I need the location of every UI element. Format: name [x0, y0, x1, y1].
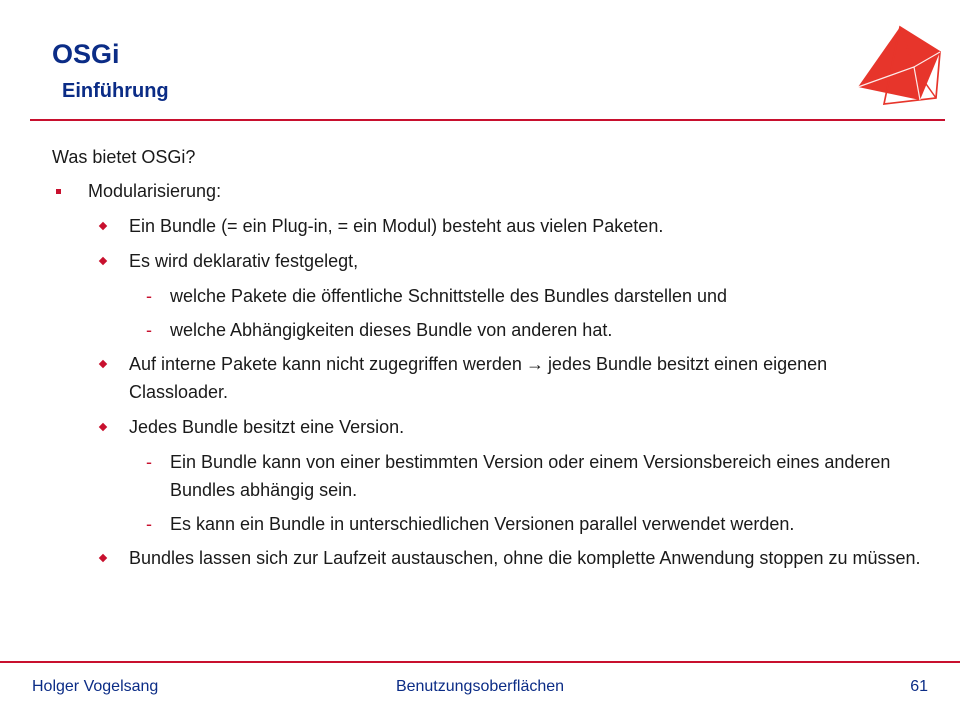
list-item-level2: Auf interne Pakete kann nicht zugegriffen werden → jedes Bundle besitzt einen eigenen Classloader.: [52, 350, 922, 406]
dash-bullet-icon: -: [146, 452, 152, 472]
list-item-level1: Modularisierung:: [52, 177, 922, 205]
slide-title: OSGi: [52, 39, 120, 69]
slide-body: [52, 143, 922, 579]
list-item-level2: Es wird deklarativ festgelegt,: [52, 247, 922, 275]
list-item-level3: - welche Pakete die öffentliche Schnittstelle des Bundles darstellen und: [52, 282, 922, 310]
slide-subtitle: Einführung: [62, 80, 169, 102]
diamond-bullet-icon: [99, 222, 107, 230]
footer-page-number: 61: [910, 678, 928, 695]
logo-icon: [852, 22, 944, 114]
list-item-level3: - Es kann ein Bundle in unterschiedlichen Versionen parallel verwendet werden.: [52, 510, 922, 538]
footer-course: Benutzungsoberflächen: [395, 678, 565, 695]
dash-bullet-icon: -: [146, 514, 152, 534]
diamond-bullet-icon: [99, 360, 107, 368]
intro-text: Was bietet OSGi?: [52, 147, 196, 167]
diamond-bullet-icon: [99, 423, 107, 431]
list-item-level2: Bundles lassen sich zur Laufzeit austauschen, ohne die komplette Anwendung stoppen zu müssen.: [52, 544, 922, 572]
square-bullet-icon: [56, 189, 61, 194]
arrow-right-icon: →: [525, 354, 544, 374]
diamond-bullet-icon: [99, 257, 107, 265]
dash-bullet-icon: -: [146, 320, 152, 340]
list-item-level2: Jedes Bundle besitzt eine Version.: [52, 413, 922, 441]
list-item-level3: - welche Abhängigkeiten dieses Bundle von anderen hat.: [52, 316, 922, 344]
dash-bullet-icon: -: [146, 286, 152, 306]
diamond-bullet-icon: [99, 554, 107, 562]
footer-author: Holger Vogelsang: [32, 678, 159, 695]
list-item-level3: - Ein Bundle kann von einer bestimmten Version oder einem Versionsbereich eines anderen Bundles abhängig sein.: [52, 448, 922, 504]
footer-divider: [0, 661, 960, 663]
list-item-level2: Ein Bundle (= ein Plug-in, = ein Modul) besteht aus vielen Paketen.: [52, 212, 922, 240]
header-divider: [30, 119, 945, 121]
